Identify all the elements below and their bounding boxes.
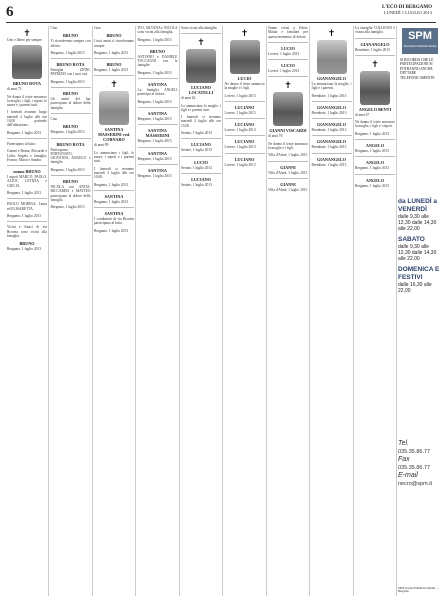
deceased-name: ANGELO	[365, 160, 385, 166]
notice-divider	[138, 164, 178, 165]
portrait-photo	[12, 45, 42, 79]
deceased-name: SANTINA	[104, 193, 124, 199]
spm-logo	[402, 28, 438, 54]
notice-divider	[138, 124, 178, 125]
deceased-name: ANGELO	[365, 143, 385, 149]
deceased-name: LUCIANO	[191, 176, 211, 182]
paper-name: L'ECO DI BERGAMO	[381, 5, 432, 10]
notice-text: Lovere, 1 luglio 2013	[224, 128, 256, 133]
notice-text: Gianni e Bruna; Riccardo e Lidia; Angelo e famiglia; Franco; Mario e Sandra.	[7, 149, 47, 162]
issue-date: LUNEDÌ 1 LUGLIO 2013	[383, 10, 432, 15]
notice-text: Bergamo, 1 luglio 2013	[94, 199, 129, 204]
notice-text: Bergamo, 1 luglio 2013	[355, 131, 390, 136]
notice-text: Bergamo, 1 luglio 2013	[7, 130, 42, 135]
hours-times: dalle 9,30 alle 12,30 dalle 14,30 alle 22,00	[398, 244, 437, 262]
deceased-name: LUCIANO	[234, 156, 255, 162]
notice-text: Lo annunciano la moglie, i figli e i parenti.	[311, 82, 352, 91]
portrait-photo	[360, 71, 390, 105]
notice-divider	[138, 78, 178, 79]
obituary-column	[50, 26, 93, 596]
hours-day: SABATO	[398, 236, 425, 243]
notice-divider	[355, 139, 395, 140]
notice-text: Siamo vicini a Silvia, Mattia e familiari per questo momento di dolore.	[268, 26, 308, 39]
notice-divider	[51, 113, 91, 114]
notice-text: Brembate, 1 luglio 2013	[355, 47, 390, 52]
cross-icon: ✝	[197, 37, 205, 48]
portrait-photo	[273, 92, 303, 126]
notice-divider	[312, 135, 352, 136]
notice-text: Sono vicini alla famiglia.	[181, 26, 218, 30]
notice-text: Bergamo, 1 luglio 2013	[50, 50, 85, 55]
hours-weekdays	[398, 198, 440, 232]
deceased-name: BRUNO	[149, 48, 166, 54]
deceased-name: SANTINA	[148, 167, 167, 173]
notice-divider	[94, 190, 134, 191]
notice-text: Seriate, 1 luglio 2013	[181, 182, 212, 187]
deceased-name: GIANANGELO	[360, 41, 390, 47]
office-hours	[398, 198, 440, 298]
notice-text: Bergamo, 1 luglio 2013	[7, 191, 42, 196]
deceased-name: SANTINA	[148, 82, 167, 88]
cross-icon: ✝	[284, 80, 292, 91]
obituary-column	[224, 26, 267, 596]
notice-divider	[181, 138, 221, 139]
notice-divider	[355, 55, 395, 56]
notice-divider	[181, 33, 221, 34]
deceased-name: GIANANGELO	[316, 76, 347, 81]
deceased-name: LUCIO	[194, 159, 208, 165]
notice-text: La famiglia COLLEONI è vicina alla famiglia.	[355, 26, 395, 35]
notice-divider	[225, 118, 265, 119]
notice-text: Lovere, 1 luglio 2013	[224, 93, 256, 98]
deceased-name: BRUNO ROTA	[56, 62, 85, 68]
spm-logo-sub: Società Pubblicità Media	[403, 44, 437, 48]
deceased-name: BRUNO	[62, 124, 79, 130]
notice-text: Lovere, 1 luglio 2013	[224, 145, 256, 150]
notice-divider	[312, 101, 352, 102]
notice-text: Bergamo, 1 luglio 2013	[355, 166, 390, 171]
notice-divider	[51, 87, 91, 88]
obituary-column	[180, 26, 223, 596]
notice-text: Brembate, 1 luglio 2013	[311, 110, 347, 115]
notice-text: di anni 67	[355, 112, 370, 117]
notice-text: Bergamo, 1 luglio 2013	[94, 182, 129, 187]
cross-icon: ✝	[371, 58, 379, 69]
notice-text: Bergamo, 1 luglio 2013	[137, 99, 172, 104]
notice-text: Brembate, 1 luglio 2013	[311, 145, 347, 150]
portrait-photo	[186, 49, 216, 83]
email-label: E-mail	[398, 472, 418, 479]
notice-text: Lovere, 1 luglio 2013	[224, 162, 256, 167]
notice-text: Brembate, 1 luglio 2013	[311, 93, 347, 98]
notice-text: Ne danno il triste annuncio la moglie, i figli, i nipoti, le nuore e i parenti tutti.	[7, 94, 47, 108]
notice-text: Uno e libero per sempre	[7, 38, 42, 42]
notice-text: IVO, SILVANA e NICOLA sono vicini alla famiglia.	[137, 26, 178, 35]
portrait-photo	[230, 40, 260, 74]
deceased-name: LUCIO	[281, 45, 295, 51]
notice-divider	[51, 175, 91, 176]
notice-text: I tuoi amici ti ricorderanno sempre.	[94, 39, 134, 48]
notice-text: Lovere, 1 luglio 2013	[224, 110, 256, 115]
notice-divider	[355, 38, 395, 39]
deceased-name: LUCIO	[281, 63, 295, 69]
obituary-column	[354, 26, 397, 596]
dictation-notice: SI RICORDA CHE LE PARTECIPAZIONI SI POTRANNO ANCHE DETTARE TELEFONICAMENTE	[400, 58, 435, 80]
notice-divider	[138, 107, 178, 108]
fax-label: Fax	[398, 456, 410, 463]
deceased-name: ANGELO BENTI	[358, 106, 392, 112]
deceased-name: SANTINA MASSERINI ved. CORNARO	[97, 127, 131, 143]
notice-text: NICOLA con ANITA, RICCARDO e MATTEO partecipano al dolore della famiglia.	[50, 185, 91, 202]
cross-icon: ✝	[110, 79, 118, 90]
notice-divider	[94, 58, 134, 59]
notice-text: Seriate, 1 luglio 2013	[181, 131, 212, 136]
notice-divider	[94, 75, 134, 76]
notice-text: Lo annunciano i figli, le nuore, i nipoti e i parenti tutti.	[94, 150, 134, 164]
spm-logo-text: SPM	[408, 30, 432, 42]
notice-divider	[7, 221, 47, 222]
obituary-column	[137, 26, 180, 596]
notice-divider	[312, 118, 352, 119]
notice-text: Seriate, 1 luglio 2013	[181, 165, 212, 170]
deceased-name: GIANANGELO	[316, 139, 347, 145]
notice-text: Ne danno il triste annuncio la moglie e i figli.	[268, 141, 308, 151]
notice-text: Bergamo, 1 luglio 2013	[94, 68, 129, 73]
cross-icon: ✝	[327, 28, 336, 38]
notice-divider	[225, 153, 265, 154]
email-address[interactable]: necro@spm.it	[398, 481, 433, 487]
masthead	[382, 4, 432, 15]
notice-text: Bergamo, 1 luglio 2013	[355, 149, 390, 154]
notice-text: Lovere, 1 luglio 2013	[268, 69, 300, 74]
notice-divider	[181, 173, 221, 174]
notice-text: I funerali si terranno martedì 2 luglio alle ore 15,00.	[181, 115, 221, 128]
notice-text: Gli amici del bar partecipano al dolore della famiglia.	[50, 97, 91, 110]
notice-text: Bergamo, 1 luglio 2013	[50, 205, 85, 210]
page-header	[0, 0, 442, 24]
notice-text: Lovere, 1 luglio 2013	[268, 51, 300, 56]
deceased-name: LUCIO	[237, 76, 252, 81]
obituary-column	[93, 26, 136, 596]
notice-text: Ciao	[50, 116, 58, 121]
deceased-name: BRUNO	[106, 62, 122, 68]
notice-divider	[7, 198, 47, 199]
notice-text: Ciao	[50, 26, 58, 30]
notice-text: Bergamo, 1 luglio 2013	[137, 37, 172, 42]
fax-number: 035.35.86.77	[398, 465, 431, 471]
deceased-name: BRUNO ROTA	[13, 81, 41, 87]
notice-text: di anni 89	[94, 143, 109, 148]
notice-text: I condomini di via Broseta partecipano al lutto.	[94, 217, 134, 226]
email-line	[398, 472, 440, 488]
hours-day: da LUNEDÌ a VENERDÌ	[398, 198, 438, 213]
deceased-name: GIANANGELO	[316, 122, 347, 128]
cross-icon: ✝	[23, 28, 31, 38]
obituary-column	[311, 26, 354, 596]
deceased-name: BRUNO	[62, 33, 79, 39]
notice-divider	[355, 174, 395, 175]
notice-text: Villa d'Almè, 1 luglio 2013	[268, 153, 308, 158]
notice-text: Bergamo, 1 luglio 2013	[7, 247, 42, 252]
obituary-column	[267, 26, 310, 596]
notice-text: Bergamo, 1 luglio 2013	[7, 213, 42, 218]
deceased-name: GIANANGELO	[316, 104, 347, 110]
notice-text: I funerali si terranno martedì 2 luglio alle ore 10,00.	[94, 166, 134, 180]
notice-divider	[181, 156, 221, 157]
notice-text: Bergamo, 1 luglio 2013	[50, 79, 85, 84]
tel-line	[398, 440, 440, 456]
notice-text: Bergamo, 1 luglio 2013	[50, 130, 85, 135]
notice-text: Bergamo, 1 luglio 2013	[137, 173, 172, 178]
tel-number[interactable]: 035.35.86.77	[398, 449, 431, 455]
notice-text: Villa d'Almè, 1 luglio 2013	[268, 187, 308, 192]
notice-text: Bergamo, 1 luglio 2013	[94, 228, 129, 233]
notice-text: Vicini e Amici di via Broseta sono vicini alla famiglia.	[7, 225, 47, 238]
page-number: 6	[6, 4, 14, 20]
notice-divider	[7, 165, 47, 166]
notice-text: Ne danno il triste annuncio la moglie, i figli e i nipoti.	[355, 120, 395, 129]
notice-divider	[7, 138, 47, 139]
notice-text: Bergamo, 1 luglio 2013	[137, 156, 172, 161]
deceased-name: GIANNI	[280, 181, 296, 187]
cross-icon: ✝	[240, 28, 249, 38]
hours-times: dalle 9,30 alle 12,30 dalle 14,30 alle 22,00	[398, 214, 437, 232]
notice-divider	[51, 138, 91, 139]
footer-credit: SPM Società Pubblicità Media — Bergamo	[398, 585, 439, 594]
notice-text: Ti ricorderemo sempre con affetto.	[50, 39, 91, 48]
notice-divider	[225, 101, 265, 102]
notice-text: Partecipano al lutto:	[7, 141, 36, 146]
notice-divider	[268, 161, 308, 162]
deceased-name: BRUNO	[62, 179, 79, 185]
deceased-name: GIANNI VISCARDI	[269, 128, 307, 134]
deceased-name: nonno BRUNO	[13, 169, 41, 175]
deceased-name: SANTINA	[148, 110, 167, 116]
hours-saturday	[398, 236, 440, 262]
header-rule	[6, 22, 436, 23]
notice-divider	[138, 45, 178, 46]
deceased-name: BRUNO	[62, 91, 79, 97]
notice-text: Ciao	[94, 26, 101, 30]
deceased-name: GIANANGELO	[316, 156, 347, 162]
notice-divider	[268, 76, 308, 77]
tel-label: Tel.	[398, 440, 410, 447]
obituary-column	[6, 26, 49, 596]
deceased-name: SANTINA	[104, 211, 124, 217]
hours-sunday	[398, 266, 440, 294]
notice-text: di anni 62	[181, 96, 196, 101]
notice-divider	[94, 207, 134, 208]
deceased-name: LUCIANO	[191, 142, 211, 148]
notice-divider	[225, 135, 265, 136]
notice-divider	[355, 156, 395, 157]
deceased-name: LUCIANO LOCATELLI	[188, 85, 214, 96]
notice-divider	[268, 178, 308, 179]
fax-line	[398, 456, 440, 472]
notice-text: Villa d'Almè, 1 luglio 2013	[268, 170, 308, 175]
notice-text: Bergamo, 1 luglio 2013	[94, 50, 129, 55]
notice-text: Bergamo, 1 luglio 2013	[137, 116, 172, 121]
notice-text: Brembate, 1 luglio 2013	[311, 128, 347, 133]
hours-times: dalle 16,30 alle 22,00	[398, 282, 432, 294]
notice-divider	[51, 58, 91, 59]
notice-text: PAOLO MORINA, Laura ed ELISABETTA.	[7, 202, 47, 211]
deceased-name: BRUNO	[19, 241, 35, 247]
notice-text: Lo annunciano la moglie, i figli e i parenti tutti.	[181, 103, 221, 112]
deceased-name: LUCIANO	[234, 104, 255, 110]
notice-text: Famiglia ZINNI, PATRIZIO con i suoi cari.	[50, 68, 91, 77]
contact-info	[398, 440, 440, 488]
deceased-name: GIANNI	[280, 164, 296, 170]
notice-text: I funerali avranno luogo martedì 2 luglio alle ore 10,00 partendo dall'abitazione.	[7, 110, 47, 128]
notice-divider	[312, 153, 352, 154]
deceased-name: ANGELO	[365, 177, 385, 183]
notice-text: Seriate, 1 luglio 2013	[181, 148, 212, 153]
notice-divider	[138, 147, 178, 148]
notice-text: Bergamo, 1 luglio 2013	[355, 183, 390, 188]
deceased-name: SANTINA	[148, 150, 167, 156]
notice-divider	[268, 59, 308, 60]
deceased-name: BRUNO	[106, 33, 122, 39]
notice-text: Bergamo, 1 luglio 2013	[137, 139, 172, 144]
notice-text: Partecipano: FORTUNATO, GIOVANNI, ANGELO e famiglie.	[50, 147, 91, 165]
notice-text: La famiglia ANGELI partecipa al dolore.	[137, 88, 178, 97]
deceased-name: LUCIANO	[234, 139, 255, 145]
notice-text: Ne danno il triste annuncio la moglie e i figli.	[224, 82, 265, 91]
portrait-photo	[99, 91, 129, 125]
hours-day: DOMENICA E FESTIVI	[398, 266, 440, 281]
notice-text: Brembate, 1 luglio 2013	[311, 162, 347, 167]
notice-divider	[268, 42, 308, 43]
deceased-name: LUCIANO	[234, 122, 255, 128]
notice-text: I nipoti MARCO, PAOLO, ALICE, LETIZIA e GIULIA.	[7, 175, 47, 188]
deceased-name: BRUNO ROTA	[56, 141, 85, 147]
notice-text: Bergamo, 1 luglio 2013	[50, 167, 85, 172]
deceased-name: SANTINA MASSERINI	[145, 128, 170, 139]
portrait-photo	[317, 40, 347, 74]
notice-text: di anni 73	[7, 87, 22, 92]
notice-text: ANTONIO e DANIELE TOCCAGNI con le famiglie.	[137, 54, 178, 68]
notice-text: di anni 76	[268, 134, 283, 139]
notice-text: Bergamo, 1 luglio 2013	[137, 70, 172, 75]
